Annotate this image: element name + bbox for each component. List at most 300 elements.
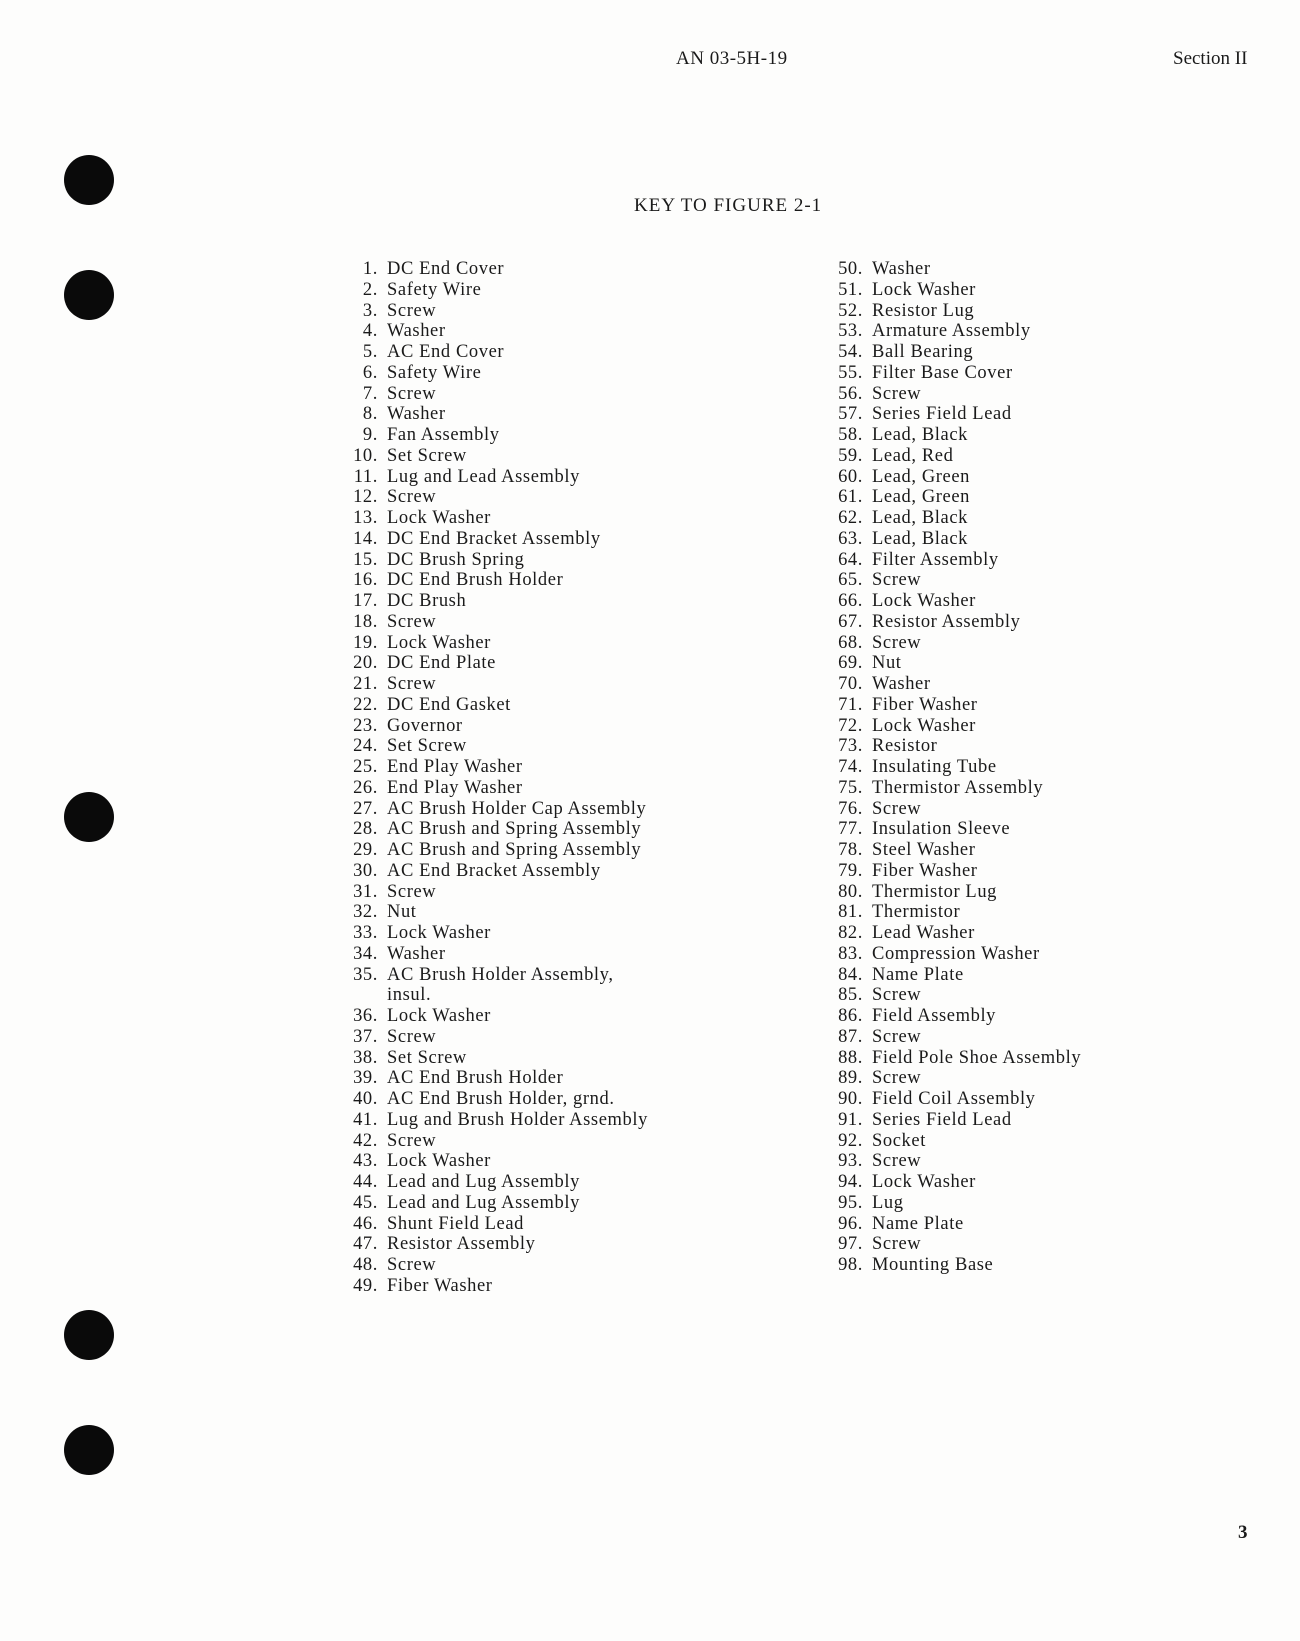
item-name: Screw <box>387 674 437 694</box>
list-item <box>815 1234 1081 1255</box>
item-name: Resistor <box>872 736 938 757</box>
item-number: 83. <box>838 943 863 964</box>
list-item <box>330 882 648 903</box>
list-item <box>330 902 648 923</box>
item-number: 63. <box>838 528 863 549</box>
item-number: 71. <box>838 694 863 715</box>
item-number: 55. <box>838 362 863 383</box>
item-number: 33. <box>353 923 378 943</box>
item-number: 3. <box>362 300 378 321</box>
item-number: 82. <box>838 923 863 943</box>
list-item <box>330 467 648 488</box>
item-number: 57. <box>838 404 863 425</box>
list-item <box>330 1193 648 1214</box>
item-number: 39. <box>353 1068 378 1089</box>
item-name: Lug and Lead Assembly <box>387 466 580 487</box>
item-name: Insulation Sleeve <box>872 819 1011 840</box>
item-number: 61. <box>838 487 863 508</box>
list-item <box>815 1172 1081 1193</box>
list-item <box>330 321 648 342</box>
item-name: Compression Washer <box>872 943 1040 964</box>
item-name: Screw <box>872 383 922 404</box>
list-item <box>815 259 1081 280</box>
list-item <box>815 550 1081 571</box>
item-number: 87. <box>838 1026 863 1047</box>
item-name: Thermistor Lug <box>872 881 998 902</box>
item-number: 84. <box>838 964 863 985</box>
item-number: 88. <box>838 1047 863 1068</box>
item-name: Set Screw <box>387 1047 467 1068</box>
item-name: Screw <box>387 383 437 404</box>
list-item <box>330 529 648 550</box>
list-item <box>330 1089 648 1110</box>
list-item <box>330 446 648 467</box>
list-item <box>330 301 648 322</box>
item-name: Series Field Lead <box>872 1109 1012 1130</box>
list-item <box>815 882 1081 903</box>
item-number: 95. <box>838 1192 863 1213</box>
item-number: 36. <box>353 1006 378 1026</box>
item-number: 9. <box>362 425 378 445</box>
item-name: DC End Bracket Assembly <box>387 528 601 549</box>
list-item <box>815 508 1081 529</box>
item-name: End Play Washer <box>387 757 523 777</box>
list-item <box>815 944 1081 965</box>
list-item <box>815 342 1081 363</box>
list-item <box>815 1110 1081 1131</box>
item-number: 78. <box>838 840 863 860</box>
item-number: 44. <box>353 1172 378 1192</box>
item-name: Lock Washer <box>872 279 976 300</box>
item-number: 8. <box>362 404 378 425</box>
item-number: 23. <box>353 715 378 736</box>
list-item <box>815 1006 1081 1027</box>
item-number: 12. <box>353 487 378 508</box>
item-number: 75. <box>838 777 863 798</box>
item-name: Name Plate <box>872 964 964 985</box>
item-number: 48. <box>353 1255 378 1275</box>
item-name: AC End Brush Holder <box>387 1068 564 1089</box>
item-name: Lock Washer <box>387 923 491 943</box>
item-name: Lock Washer <box>872 591 976 611</box>
item-name: Lead and Lug Assembly <box>387 1192 580 1213</box>
item-name: Shunt Field Lead <box>387 1213 525 1234</box>
item-number: 25. <box>353 757 378 777</box>
item-name: AC End Cover <box>387 342 505 362</box>
item-name: Lug <box>872 1192 904 1213</box>
item-number: 5. <box>362 342 378 362</box>
item-name: Armature Assembly <box>872 321 1031 342</box>
item-name: Set Screw <box>387 445 467 466</box>
item-number: 40. <box>353 1089 378 1109</box>
item-name: AC Brush and Spring Assembly <box>387 819 642 840</box>
list-item <box>815 487 1081 508</box>
item-number: 4. <box>362 321 378 342</box>
list-item <box>330 280 648 301</box>
item-number: 81. <box>838 902 863 923</box>
list-item <box>330 1214 648 1235</box>
item-number: 62. <box>838 508 863 528</box>
list-item <box>330 1048 648 1069</box>
item-name: Field Coil Assembly <box>872 1089 1036 1109</box>
item-name: Screw <box>387 881 437 902</box>
item-name: Set Screw <box>387 736 467 757</box>
item-number: 20. <box>353 653 378 674</box>
item-number: 28. <box>353 819 378 840</box>
list-item <box>815 280 1081 301</box>
list-item <box>330 965 648 986</box>
list-item <box>815 1048 1081 1069</box>
item-name: Thermistor Assembly <box>872 777 1044 798</box>
list-item <box>815 363 1081 384</box>
item-name: Mounting Base <box>872 1255 994 1275</box>
list-item <box>330 736 648 757</box>
item-number: 64. <box>838 549 863 570</box>
item-number: 54. <box>838 342 863 362</box>
item-name: DC End Cover <box>387 259 505 279</box>
item-number: 13. <box>353 508 378 528</box>
list-item <box>330 1110 648 1131</box>
item-name: Screw <box>387 611 437 632</box>
list-item <box>330 259 648 280</box>
list-item <box>815 902 1081 923</box>
item-number: 22. <box>353 694 378 715</box>
page-number: 3 <box>1238 1522 1248 1543</box>
item-name: Washer <box>387 321 446 342</box>
item-number: 18. <box>353 611 378 632</box>
item-number: 98. <box>838 1255 863 1275</box>
item-name: Fiber Washer <box>872 860 978 881</box>
list-item <box>330 404 648 425</box>
list-item <box>815 716 1081 737</box>
item-number: 79. <box>838 860 863 881</box>
section-label: Section II <box>1173 48 1248 69</box>
item-name: Lead, Black <box>872 425 968 445</box>
list-item <box>815 861 1081 882</box>
item-number: 73. <box>838 736 863 757</box>
list-item <box>815 819 1081 840</box>
item-number: 96. <box>838 1213 863 1234</box>
item-name: Screw <box>387 300 437 321</box>
item-number: 2. <box>362 279 378 300</box>
item-name: Safety Wire <box>387 279 482 300</box>
list-item <box>815 1068 1081 1089</box>
item-number: 93. <box>838 1151 863 1172</box>
item-number: 69. <box>838 653 863 674</box>
item-name: End Play Washer <box>387 777 523 798</box>
item-name: DC Brush Spring <box>387 549 525 570</box>
item-name-continuation: insul. <box>387 985 432 1006</box>
item-name: Nut <box>872 653 902 674</box>
list-item <box>330 1276 648 1297</box>
item-name: Field Assembly <box>872 1006 997 1026</box>
item-number: 30. <box>353 860 378 881</box>
item-name: Screw <box>387 1255 437 1275</box>
list-item <box>815 404 1081 425</box>
item-name: Field Pole Shoe Assembly <box>872 1047 1082 1068</box>
list-item <box>815 985 1081 1006</box>
list-item <box>330 384 648 405</box>
item-name: Filter Assembly <box>872 549 999 570</box>
item-name: Fan Assembly <box>387 425 500 445</box>
item-name: Filter Base Cover <box>872 362 1013 383</box>
item-number: 26. <box>353 777 378 798</box>
item-name: DC Brush <box>387 591 467 611</box>
binder-hole <box>64 270 114 320</box>
item-name: Lead, Red <box>872 445 954 466</box>
item-number: 42. <box>353 1130 378 1151</box>
item-name: Screw <box>872 1151 922 1172</box>
item-name: Insulating Tube <box>872 757 997 777</box>
item-number: 49. <box>353 1275 378 1296</box>
list-item <box>815 757 1081 778</box>
list-item <box>330 799 648 820</box>
binder-hole <box>64 1310 114 1360</box>
list-item <box>815 840 1081 861</box>
item-number: 14. <box>353 528 378 549</box>
item-name: Screw <box>872 1068 922 1089</box>
item-name: AC Brush and Spring Assembly <box>387 840 642 860</box>
list-item <box>330 819 648 840</box>
item-name: DC End Brush Holder <box>387 570 564 591</box>
list-item <box>815 446 1081 467</box>
item-name: Screw <box>872 1234 922 1255</box>
item-name: Nut <box>387 902 417 923</box>
item-number: 1. <box>362 259 378 279</box>
item-name: Lead, Black <box>872 528 968 549</box>
item-name: Screw <box>872 632 922 653</box>
item-name: Screw <box>872 985 922 1006</box>
list-item <box>815 695 1081 716</box>
item-name: Lock Washer <box>387 1151 491 1172</box>
list-item <box>815 321 1081 342</box>
item-number: 37. <box>353 1026 378 1047</box>
item-number: 86. <box>838 1006 863 1026</box>
list-item <box>330 923 648 944</box>
item-name: Lead, Green <box>872 466 971 487</box>
item-name: Screw <box>387 1026 437 1047</box>
item-number: 29. <box>353 840 378 860</box>
item-name: Lock Washer <box>387 632 491 653</box>
item-number: 35. <box>353 964 378 985</box>
list-item <box>330 1234 648 1255</box>
item-name: Washer <box>387 943 446 964</box>
list-item <box>330 425 648 446</box>
item-name: Screw <box>387 1130 437 1151</box>
item-number: 27. <box>353 798 378 819</box>
list-item <box>815 529 1081 550</box>
list-item <box>815 1151 1081 1172</box>
item-number: 34. <box>353 943 378 964</box>
item-number: 32. <box>353 902 378 923</box>
item-name: Ball Bearing <box>872 342 974 362</box>
list-item <box>330 1068 648 1089</box>
list-item <box>330 1255 648 1276</box>
list-item <box>815 633 1081 654</box>
item-name: Lock Washer <box>387 1006 491 1026</box>
binder-hole <box>64 1425 114 1475</box>
item-number: 38. <box>353 1047 378 1068</box>
list-item <box>330 653 648 674</box>
item-name: Socket <box>872 1130 926 1151</box>
list-item <box>815 570 1081 591</box>
item-number: 43. <box>353 1151 378 1172</box>
item-number: 59. <box>838 445 863 466</box>
list-item <box>815 1131 1081 1152</box>
item-name: Lock Washer <box>872 715 976 736</box>
item-name: Screw <box>387 487 437 508</box>
item-number: 85. <box>838 985 863 1006</box>
list-item <box>330 550 648 571</box>
item-name: Lock Washer <box>387 508 491 528</box>
item-name: AC Brush Holder Assembly, <box>387 964 614 985</box>
list-item <box>815 1193 1081 1214</box>
list-item <box>815 674 1081 695</box>
item-name: AC Brush Holder Cap Assembly <box>387 798 647 819</box>
item-name: AC End Bracket Assembly <box>387 860 601 881</box>
item-number: 10. <box>353 445 378 466</box>
item-name: Lead, Black <box>872 508 968 528</box>
item-name: Lead, Green <box>872 487 971 508</box>
item-number: 97. <box>838 1234 863 1255</box>
parts-list-left <box>330 259 648 1297</box>
list-item <box>330 1027 648 1048</box>
list-item <box>815 1255 1081 1276</box>
list-item <box>330 757 648 778</box>
list-item <box>330 944 648 965</box>
item-number: 74. <box>838 757 863 777</box>
list-item <box>330 570 648 591</box>
item-number: 90. <box>838 1089 863 1109</box>
list-item <box>815 653 1081 674</box>
list-item <box>815 612 1081 633</box>
item-number: 50. <box>838 259 863 279</box>
item-name: Washer <box>387 404 446 425</box>
item-number: 21. <box>353 674 378 694</box>
list-item <box>330 1151 648 1172</box>
list-item <box>330 716 648 737</box>
list-item <box>330 778 648 799</box>
list-item <box>815 591 1081 612</box>
item-name: Fiber Washer <box>872 694 978 715</box>
item-name: Resistor Assembly <box>387 1234 536 1255</box>
item-number: 15. <box>353 549 378 570</box>
item-number: 6. <box>362 362 378 383</box>
item-name: Lead and Lug Assembly <box>387 1172 580 1192</box>
item-name: Resistor Assembly <box>872 611 1021 632</box>
item-name: Fiber Washer <box>387 1275 493 1296</box>
item-name: Governor <box>387 715 463 736</box>
list-item <box>815 736 1081 757</box>
list-item <box>815 467 1081 488</box>
item-number: 17. <box>353 591 378 611</box>
list-item <box>815 1089 1081 1110</box>
list-item <box>815 778 1081 799</box>
item-number: 65. <box>838 570 863 591</box>
item-number: 56. <box>838 383 863 404</box>
list-item <box>815 923 1081 944</box>
item-name: Screw <box>872 1026 922 1047</box>
item-number: 58. <box>838 425 863 445</box>
item-number: 16. <box>353 570 378 591</box>
item-name: Series Field Lead <box>872 404 1012 425</box>
page-title: KEY TO FIGURE 2-1 <box>634 195 823 216</box>
item-name: Screw <box>872 798 922 819</box>
item-name: Washer <box>872 674 931 694</box>
item-number: 24. <box>353 736 378 757</box>
item-name: AC End Brush Holder, grnd. <box>387 1089 615 1109</box>
item-name: Washer <box>872 259 931 279</box>
item-number: 66. <box>838 591 863 611</box>
item-number: 46. <box>353 1213 378 1234</box>
list-item <box>815 1027 1081 1048</box>
binder-hole <box>64 792 114 842</box>
item-name: Lead Washer <box>872 923 975 943</box>
item-name: DC End Gasket <box>387 694 511 715</box>
item-number: 67. <box>838 611 863 632</box>
item-number: 68. <box>838 632 863 653</box>
list-item <box>330 342 648 363</box>
item-number: 53. <box>838 321 863 342</box>
item-number: 45. <box>353 1192 378 1213</box>
item-name: DC End Plate <box>387 653 496 674</box>
item-name: Resistor Lug <box>872 300 975 321</box>
item-name: Safety Wire <box>387 362 482 383</box>
list-item <box>815 301 1081 322</box>
item-name: Lug and Brush Holder Assembly <box>387 1109 648 1130</box>
binder-hole <box>64 155 114 205</box>
item-name: Thermistor <box>872 902 961 923</box>
list-item <box>815 965 1081 986</box>
list-item <box>330 861 648 882</box>
item-number: 11. <box>353 466 378 487</box>
list-item <box>815 384 1081 405</box>
item-number: 31. <box>353 881 378 902</box>
list-item <box>330 1131 648 1152</box>
item-number: 92. <box>838 1130 863 1151</box>
list-item <box>330 591 648 612</box>
item-number: 51. <box>838 279 863 300</box>
item-name: Screw <box>872 570 922 591</box>
list-item <box>330 508 648 529</box>
list-item <box>330 363 648 384</box>
list-item <box>330 487 648 508</box>
document-id: AN 03-5H-19 <box>676 48 788 69</box>
item-number: 7. <box>362 383 378 404</box>
item-name: Lock Washer <box>872 1172 976 1192</box>
item-number: 19. <box>353 632 378 653</box>
item-number: 41. <box>353 1109 378 1130</box>
item-number: 80. <box>838 881 863 902</box>
item-number: 94. <box>838 1172 863 1192</box>
item-number: 70. <box>838 674 863 694</box>
item-name: Steel Washer <box>872 840 976 860</box>
item-number: 89. <box>838 1068 863 1089</box>
list-item <box>330 674 648 695</box>
list-item <box>330 1172 648 1193</box>
item-number: 47. <box>353 1234 378 1255</box>
list-item <box>330 695 648 716</box>
list-item <box>815 1214 1081 1235</box>
parts-list-right <box>815 259 1081 1276</box>
item-number: 52. <box>838 300 863 321</box>
list-item <box>815 799 1081 820</box>
item-number: 60. <box>838 466 863 487</box>
list-item <box>330 633 648 654</box>
item-number: 91. <box>838 1109 863 1130</box>
list-item <box>330 1006 648 1027</box>
list-item <box>330 840 648 861</box>
